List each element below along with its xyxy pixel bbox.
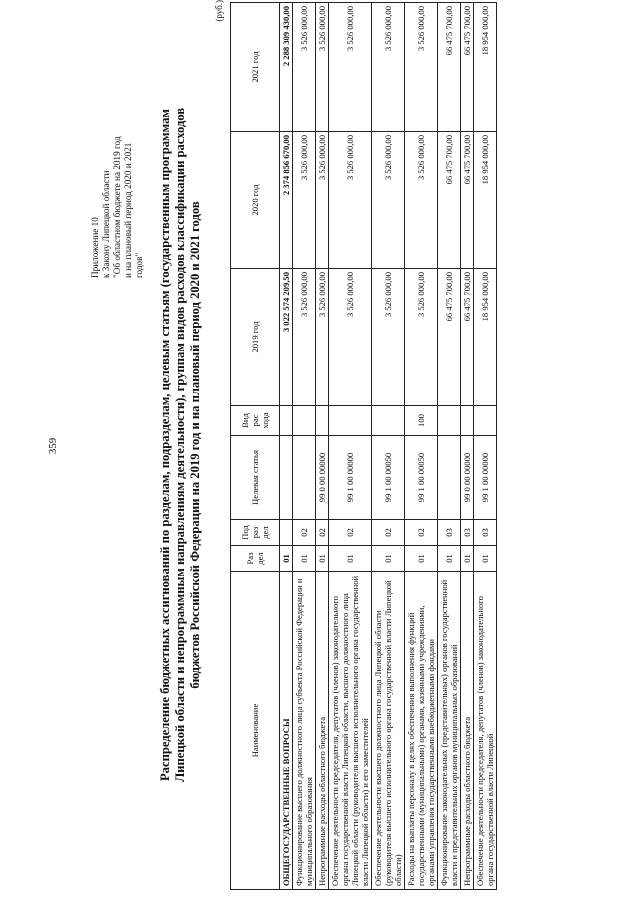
cell-podrazdel: 02 <box>372 520 405 546</box>
cell-podrazdel: 03 <box>474 520 497 546</box>
cell-2019: 3 526 000,00 <box>329 269 372 406</box>
cell-2021: 18 954 000,00 <box>474 3 497 132</box>
cell-name: Функционирование высшего должностного лица субъекта Российской Федерации и муниципального образования <box>293 572 316 890</box>
cell-2021: 66 475 700,00 <box>461 3 474 132</box>
currency-unit: (руб.) <box>214 0 224 22</box>
header-2020: 2020 год <box>231 132 280 269</box>
cell-podrazdel: 02 <box>316 520 329 546</box>
cell-razdel: 01 <box>405 546 438 572</box>
cell-vid <box>316 406 329 436</box>
title-line: Распределение бюджетных ассигнований по разделам, подразделам, целевым статьям (государственным программам <box>158 109 172 782</box>
cell-target: 99 1 00 00050 <box>372 436 405 520</box>
cell-vid <box>461 406 474 436</box>
cell-2019: 3 022 574 209,50 <box>280 269 293 406</box>
header-podrazdel: Под раз дел <box>231 520 280 546</box>
cell-razdel: 01 <box>329 546 372 572</box>
cell-razdel: 01 <box>372 546 405 572</box>
cell-vid <box>280 406 293 436</box>
cell-2020: 3 526 000,00 <box>372 132 405 269</box>
cell-razdel: 01 <box>316 546 329 572</box>
cell-2019: 3 526 000,00 <box>405 269 438 406</box>
cell-2019: 3 526 000,00 <box>316 269 329 406</box>
cell-2019: 3 526 000,00 <box>293 269 316 406</box>
cell-2020: 3 526 000,00 <box>316 132 329 269</box>
cell-name: Обеспечение деятельности председателя, депутатов (членов) законодательного органа государственной власти Липецкой <box>474 572 497 890</box>
cell-podrazdel: 02 <box>405 520 438 546</box>
cell-name: ОБЩЕГОСУДАРСТВЕННЫЕ ВОПРОСЫ <box>280 572 293 890</box>
cell-2021: 3 526 000,00 <box>405 3 438 132</box>
header-vid: Вид рас хода <box>231 406 280 436</box>
cell-podrazdel: 02 <box>329 520 372 546</box>
cell-razdel: 01 <box>461 546 474 572</box>
cell-target <box>280 436 293 520</box>
cell-2019: 66 475 700,00 <box>461 269 474 406</box>
cell-2019: 66 475 700,00 <box>438 269 461 406</box>
cell-2021: 2 288 309 430,00 <box>280 3 293 132</box>
document-title <box>158 0 203 890</box>
cell-2021: 3 526 000,00 <box>329 3 372 132</box>
cell-2020: 66 475 700,00 <box>438 132 461 269</box>
table-row <box>461 3 474 890</box>
cell-target <box>293 436 316 520</box>
appendix-line: "Об областном бюджете на 2019 год <box>112 136 122 278</box>
rotated-page-content <box>18 0 618 890</box>
cell-2020: 3 526 000,00 <box>329 132 372 269</box>
table-row <box>405 3 438 890</box>
cell-target: 99 0 00 00000 <box>316 436 329 520</box>
page-number: 359 <box>47 437 59 455</box>
appendix-line: к Закону Липецкой области <box>101 170 111 278</box>
table-row <box>474 3 497 890</box>
cell-name: Обеспечение деятельности председателя, депутатов (членов) законодательного органа государственной власти Липецкой области, высшего должностного лица Липецкой области (руководителя высшего исполнительного органа государственной власти Липецкой области) и его заместителей <box>329 572 372 890</box>
table-row <box>329 3 372 890</box>
cell-2020: 2 374 856 670,00 <box>280 132 293 269</box>
cell-2020: 3 526 000,00 <box>405 132 438 269</box>
cell-vid <box>293 406 316 436</box>
budget-table <box>230 2 497 890</box>
cell-2020: 3 526 000,00 <box>293 132 316 269</box>
cell-2020: 66 475 700,00 <box>461 132 474 269</box>
cell-podrazdel: 03 <box>461 520 474 546</box>
cell-2020: 18 954 000,00 <box>474 132 497 269</box>
header-target: Целевая статья <box>231 436 280 520</box>
cell-name: Непрограммные расходы областного бюджета <box>461 572 474 890</box>
table-row <box>372 3 405 890</box>
cell-vid: 100 <box>405 406 438 436</box>
appendix-note <box>90 38 145 278</box>
cell-razdel: 01 <box>438 546 461 572</box>
cell-vid <box>329 406 372 436</box>
header-2019: 2019 год <box>231 269 280 406</box>
cell-target: 99 1 00 00000 <box>474 436 497 520</box>
cell-2021: 3 526 000,00 <box>293 3 316 132</box>
appendix-line: Приложение 10 <box>90 217 100 278</box>
table-row <box>438 3 461 890</box>
title-line: Липецкой области и непрограммным направлениям деятельности), группам видов расходов классификации расходов <box>173 107 187 783</box>
cell-name: Функционирование законодательных (представительных) органов государственной власти и представительных органов муниципальных образований <box>438 572 461 890</box>
cell-podrazdel <box>280 520 293 546</box>
cell-2021: 66 475 700,00 <box>438 3 461 132</box>
cell-2019: 3 526 000,00 <box>372 269 405 406</box>
table-header-row <box>231 3 280 890</box>
cell-target: 99 0 00 00000 <box>461 436 474 520</box>
cell-target: 99 1 00 00000 <box>329 436 372 520</box>
cell-target <box>438 436 461 520</box>
appendix-line: годов" <box>134 252 144 278</box>
cell-vid <box>438 406 461 436</box>
title-line: бюджетов Российской Федерации на 2019 год и на плановый период 2020 и 2021 годов <box>188 201 202 689</box>
cell-2021: 3 526 000,00 <box>372 3 405 132</box>
table-row <box>316 3 329 890</box>
cell-razdel: 01 <box>474 546 497 572</box>
cell-name: Расходы на выплаты персоналу в целях обеспечения выполнения функций государственными (муниципальными) органами, казенными учреждениями, органами управления государственными внебюджетными фондами <box>405 572 438 890</box>
appendix-line: и на плановый период 2020 и 2021 <box>123 142 133 278</box>
cell-razdel: 01 <box>280 546 293 572</box>
table-row <box>280 3 293 890</box>
cell-razdel: 01 <box>293 546 316 572</box>
cell-name: Непрограммные расходы областного бюджета <box>316 572 329 890</box>
cell-podrazdel: 03 <box>438 520 461 546</box>
cell-podrazdel: 02 <box>293 520 316 546</box>
cell-name: Обеспечение деятельности высшего должностного лица Липецкой области (руководителя высшего исполнительного органа государственной власти Липецкой области) <box>372 572 405 890</box>
cell-target: 99 1 00 00050 <box>405 436 438 520</box>
cell-2021: 3 526 000,00 <box>316 3 329 132</box>
table-row <box>293 3 316 890</box>
cell-vid <box>372 406 405 436</box>
header-razdel: Раз дел <box>231 546 280 572</box>
header-name: Наименование <box>231 572 280 890</box>
cell-2019: 18 954 000,00 <box>474 269 497 406</box>
header-2021: 2021 год <box>231 3 280 132</box>
cell-vid <box>474 406 497 436</box>
